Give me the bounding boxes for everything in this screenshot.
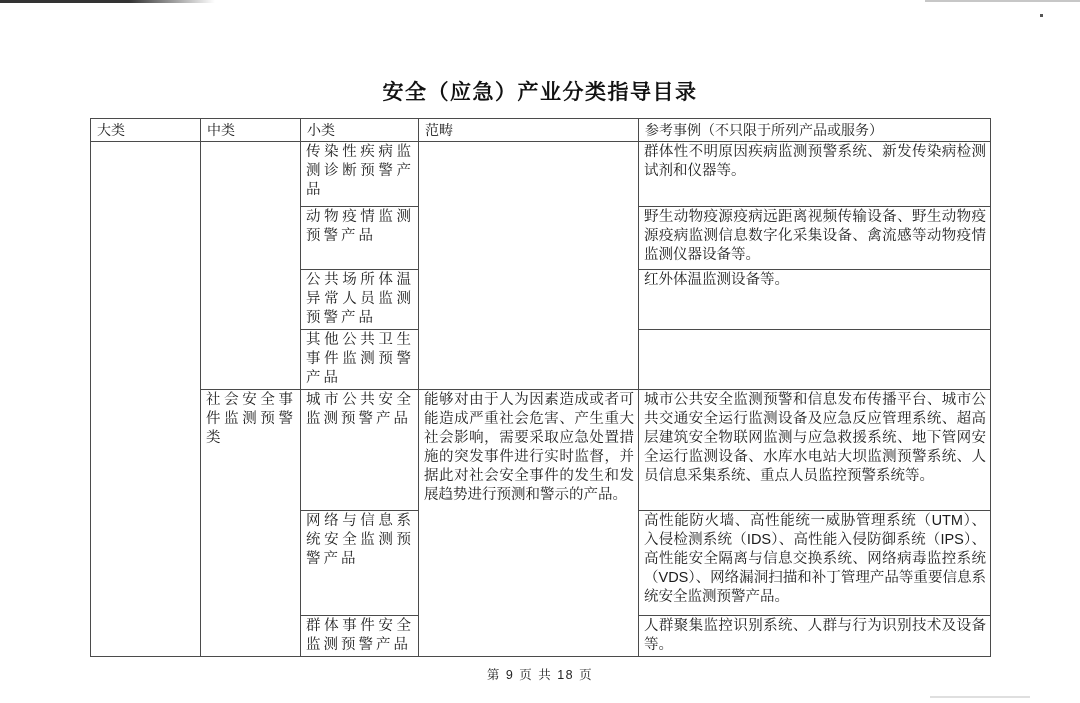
cell-major-category <box>91 142 201 657</box>
cell-sub-category: 传染性疾病监测诊断预警产品 <box>301 142 419 207</box>
header-major-category: 大类 <box>91 119 201 142</box>
cell-examples: 城市公共安全监测预警和信息发布传播平台、城市公共交通安全运行监测设备及应急反应管理系统、超高层建筑安全物联网监测与应急救援系统、地下管网安全运行监测设备、水库水电站大坝监测预警系统、人员信息采集系统、重点人员监控预警系统等。 <box>639 390 991 511</box>
scan-artifact-bottom <box>930 696 1030 698</box>
table-row <box>91 142 991 207</box>
header-examples: 参考事例（不只限于所列产品或服务） <box>639 119 991 142</box>
cell-scope: 能够对由于人为因素造成或者可能造成严重社会危害、产生重大社会影响，需要采取应急处置措施的突发事件进行实时监督，并据此对社会安全事件的发生和发展趋势进行预测和警示的产品。 <box>419 390 639 657</box>
table-header-row <box>91 119 991 142</box>
header-middle-category: 中类 <box>201 119 301 142</box>
scan-artifact-speck <box>1040 14 1043 17</box>
header-sub-category: 小类 <box>301 119 419 142</box>
header-scope: 范畴 <box>419 119 639 142</box>
scan-artifact-top-left <box>0 0 215 3</box>
cell-scope <box>419 142 639 390</box>
cell-middle-category <box>201 142 301 390</box>
cell-sub-category: 城市公共安全监测预警产品 <box>301 390 419 511</box>
cell-examples <box>639 330 991 390</box>
page-title: 安全（应急）产业分类指导目录 <box>382 81 698 104</box>
scan-artifact-top-right <box>925 0 1080 2</box>
table-row <box>91 390 991 511</box>
cell-middle-category: 社会安全事件监测预警类 <box>201 390 301 657</box>
page-number: 第 9 页 共 18 页 <box>486 668 594 682</box>
cell-sub-category: 动物疫情监测预警产品 <box>301 207 419 270</box>
classification-table <box>90 118 991 657</box>
cell-sub-category: 公共场所体温异常人员监测预警产品 <box>301 270 419 330</box>
cell-sub-category: 网络与信息系统安全监测预警产品 <box>301 511 419 616</box>
cell-examples: 群体性不明原因疾病监测预警系统、新发传染病检测试剂和仪器等。 <box>639 142 991 207</box>
cell-examples: 野生动物疫源疫病远距离视频传输设备、野生动物疫源疫病监测信息数字化采集设备、禽流感等动物疫情监测仪器设备等。 <box>639 207 991 270</box>
cell-examples: 人群聚集监控识别系统、人群与行为识别技术及设备等。 <box>639 616 991 657</box>
cell-sub-category: 其他公共卫生事件监测预警产品 <box>301 330 419 390</box>
cell-examples: 高性能防火墙、高性能统一威胁管理系统（UTM）、入侵检测系统（IDS）、高性能入侵防御系统（IPS）、高性能安全隔离与信息交换系统、网络病毒监控系统（VDS）、网络漏洞扫描和补丁管理产品等重要信息系统安全监测预警产品。 <box>639 511 991 616</box>
cell-examples: 红外体温监测设备等。 <box>639 270 991 330</box>
cell-sub-category: 群体事件安全监测预警产品 <box>301 616 419 657</box>
